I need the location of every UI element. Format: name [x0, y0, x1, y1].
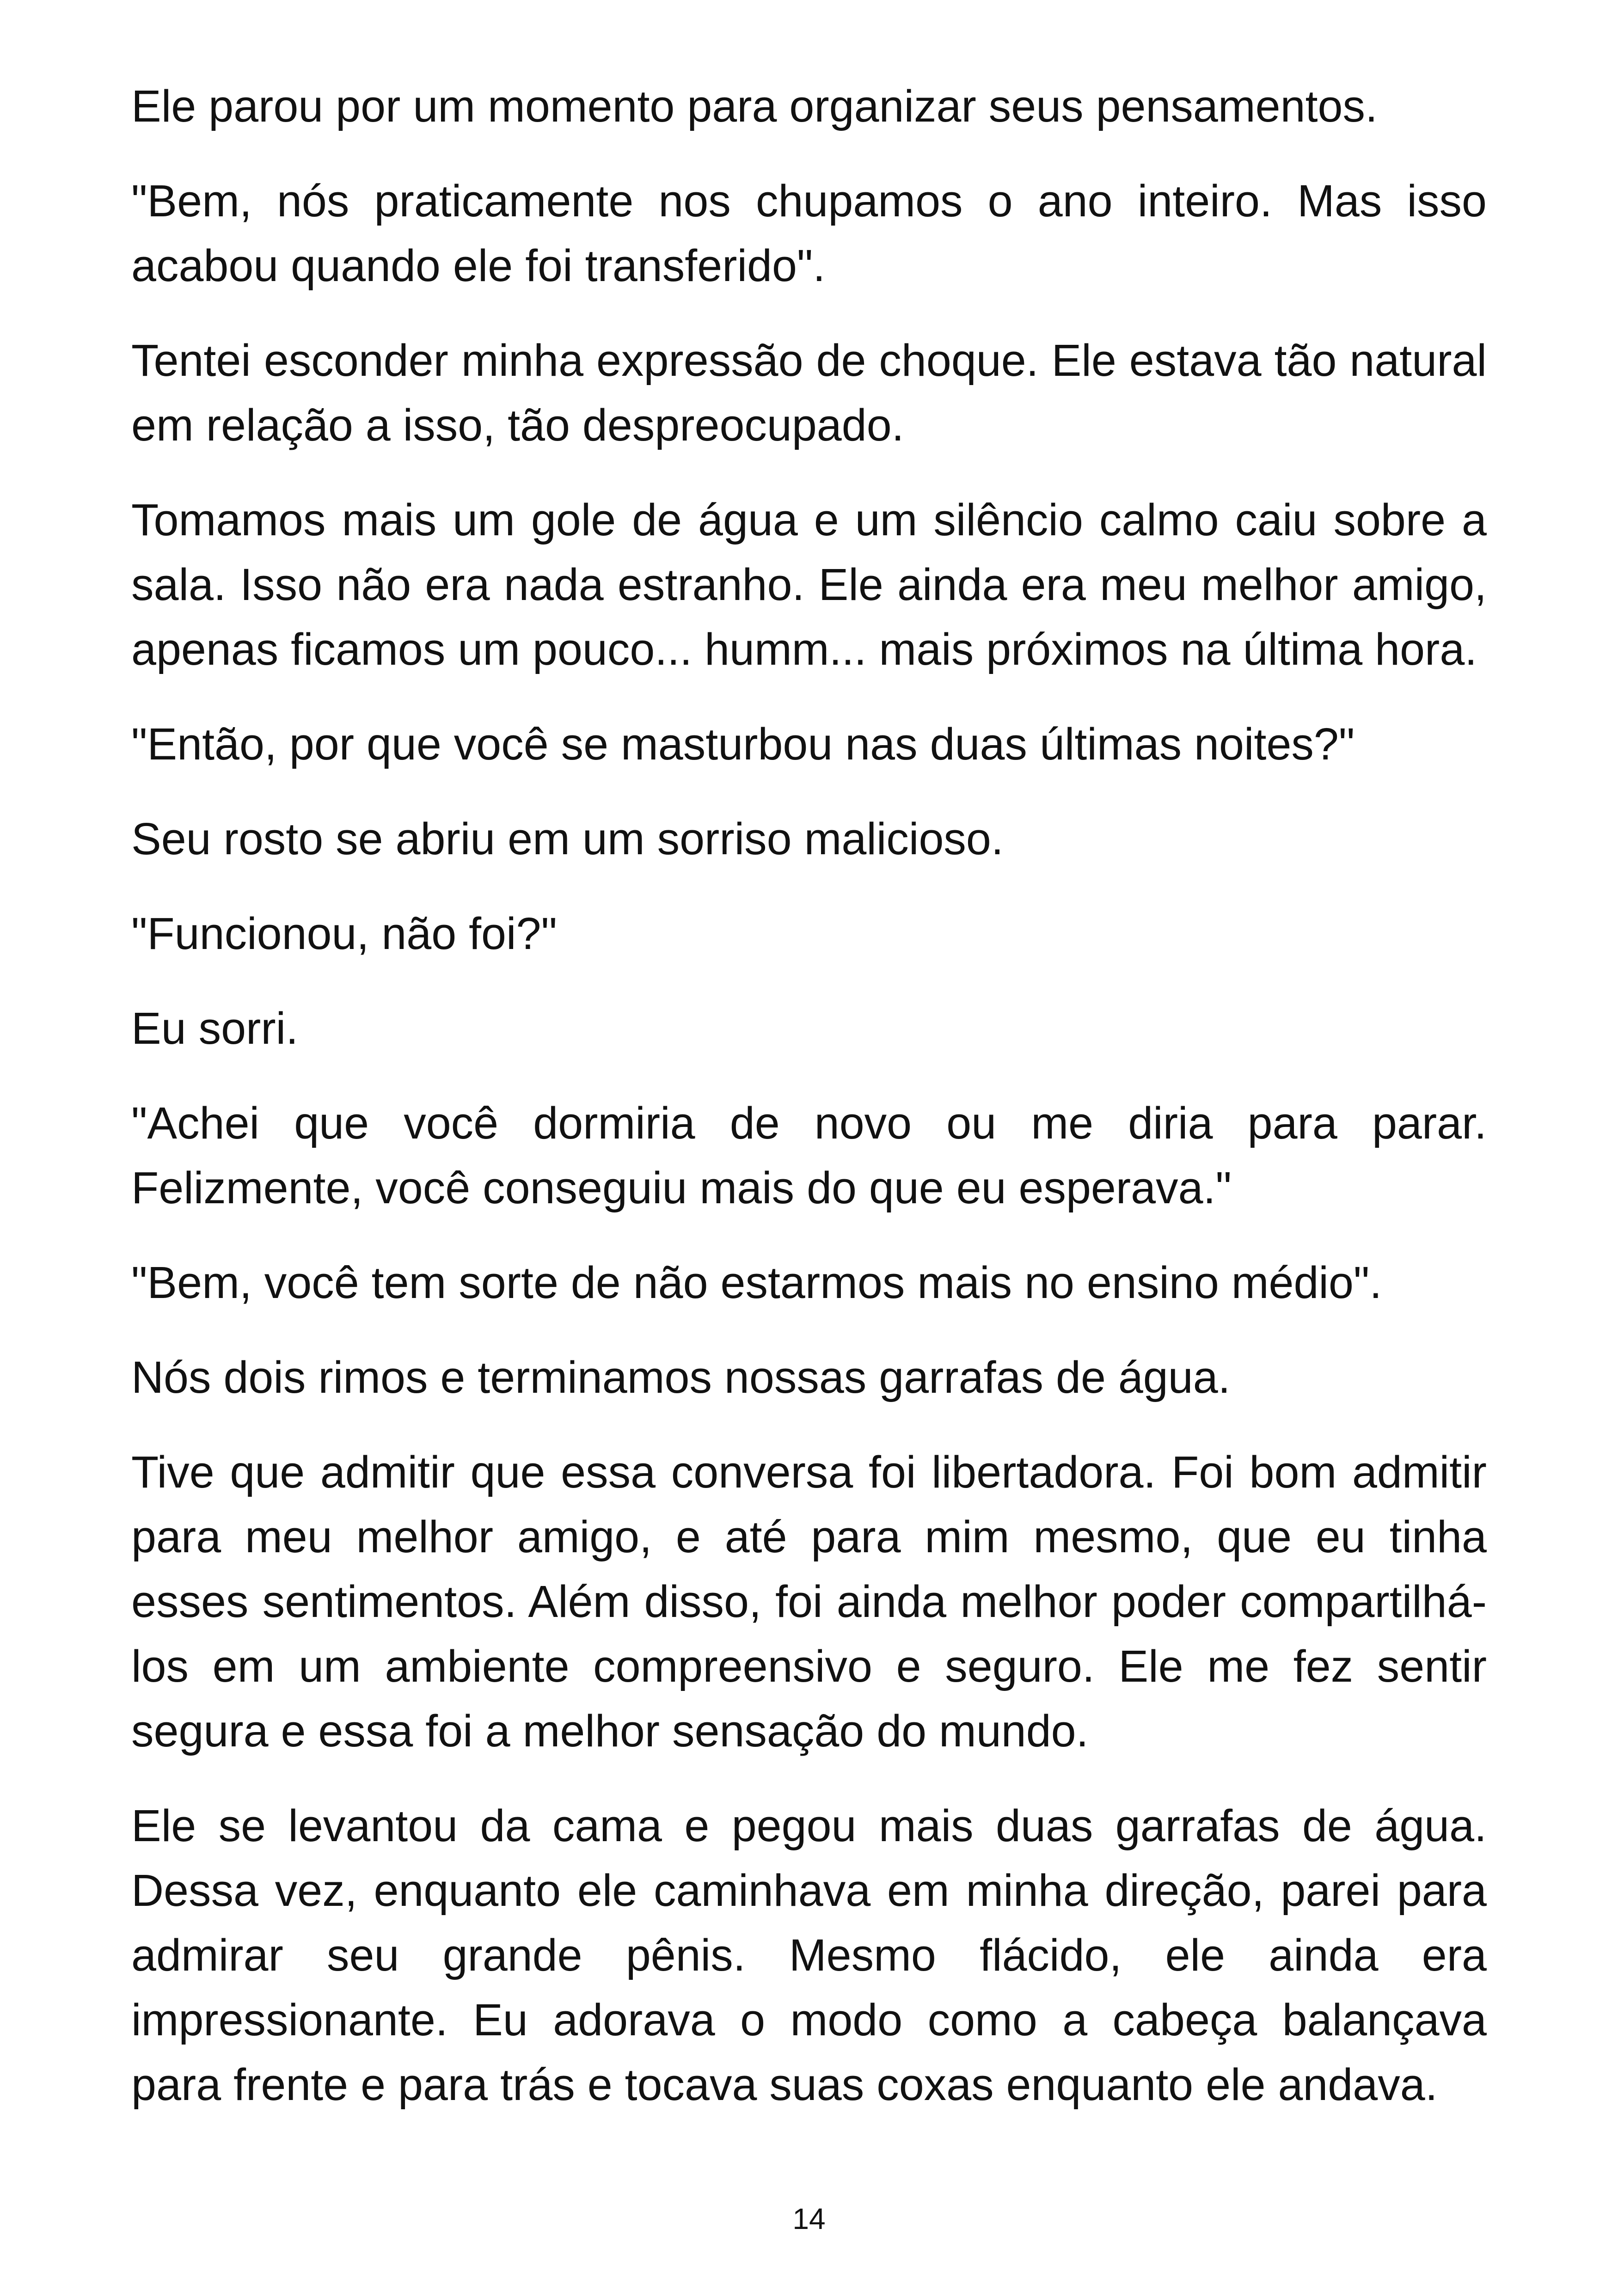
paragraph: Ele se levantou da cama e pegou mais duas garrafas de água. Dessa vez, enquanto ele caminhava em minha direção, parei para admirar seu grande pênis. Mesmo flácido, ele ainda era impressionante. Eu adorava o modo como a cabeça balançava para frente e para trás e tocava suas coxas enquanto ele andava. [131, 1800, 1487, 2110]
paragraph: "Então, por que você se masturbou nas duas últimas noites?" [131, 719, 1355, 769]
paragraph: Tomamos mais um gole de água e um silêncio calmo caiu sobre a sala. Isso não era nada estranho. Ele ainda era meu melhor amigo, apenas ficamos um pouco... humm... mais próximos na última hora. [131, 495, 1487, 674]
page-number: 14 [792, 2202, 826, 2235]
paragraph: Tentei esconder minha expressão de choque. Ele estava tão natural em relação a isso, tão despreocupado. [131, 335, 1487, 450]
paragraph: Ele parou por um momento para organizar seus pensamentos. [131, 81, 1378, 131]
paragraph: Seu rosto se abriu em um sorriso malicioso. [131, 814, 1004, 864]
paragraph: Nós dois rimos e terminamos nossas garrafas de água. [131, 1352, 1231, 1402]
paragraph: "Bem, você tem sorte de não estarmos mais no ensino médio". [131, 1257, 1382, 1308]
paragraph: Eu sorri. [131, 1003, 299, 1053]
paragraph: "Bem, nós praticamente nos chupamos o ano inteiro. Mas isso acabou quando ele foi transferido". [131, 176, 1487, 291]
body-text [131, 74, 1487, 2147]
paragraph: "Achei que você dormiria de novo ou me diria para parar. Felizmente, você conseguiu mais do que eu esperava." [131, 1098, 1487, 1213]
paragraph: Tive que admitir que essa conversa foi libertadora. Foi bom admitir para meu melhor amigo, e até para mim mesmo, que eu tinha esses sentimentos. Além disso, foi ainda melhor poder compartilhá-los em um ambiente compreensivo e seguro. Ele me fez sentir segura e essa foi a melhor sensação do mundo. [131, 1447, 1487, 1756]
paragraph: "Funcionou, não foi?" [131, 908, 557, 959]
